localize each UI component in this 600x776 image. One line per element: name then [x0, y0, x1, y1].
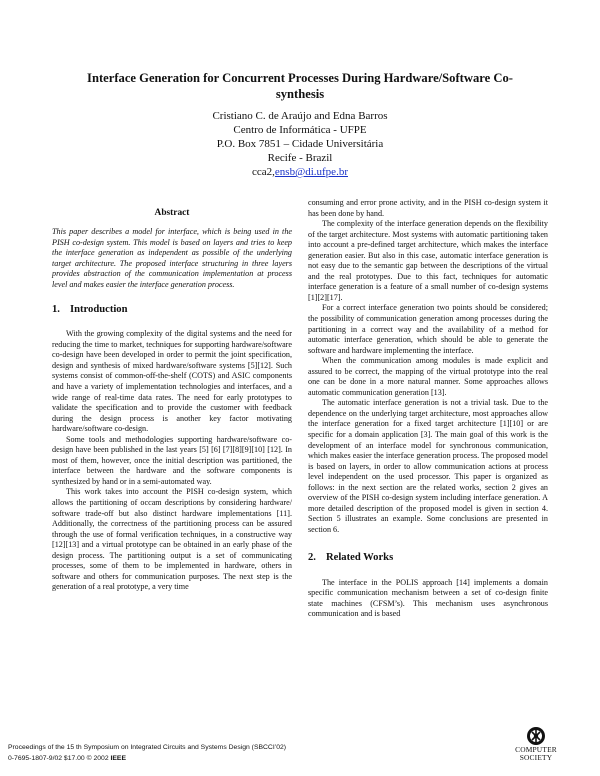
footer-line-2 [8, 753, 286, 764]
title-line-1: Interface Generation for Concurrent Processes During Hardware/Software Co- [87, 71, 513, 85]
intro-paragraph-1: With the growing complexity of the digital systems and the need for reducing the time to market, techniques for supporting hardware/software co-design have been developed in order to permit the joint specification, design and synthesis of mixed hardware/software systems [5][12]. Such systems consist of common-off-the-shelf (COTS) and ASIC components and have a variety of implementation technologies and interfaces, and a wide range of real-time data rates. The need for early prototypes to validate the specification and to provide the customer with feedback during the design process is another key factor motivating hardware/software co-design. [52, 329, 292, 434]
email-link[interactable]: ensb@di.ufpe.br [274, 166, 348, 178]
title-line-2: synthesis [275, 87, 325, 101]
related-paragraph-1: The interface in the POLIS approach [14] implements a domain specific communication mechanism between a set of co-design finite state machines (CFSM’s). This mechanism uses asynchronous communication and is based [308, 577, 548, 619]
intro-heading [52, 304, 292, 316]
footer-ieee: IEEE [110, 755, 127, 762]
related-heading [308, 552, 548, 564]
related-title: Related Works [326, 551, 394, 563]
intro-paragraph-6: For a correct interface generation two points should be considered; the possibility of communication generation among processes during the partitioning in a correct way and the availability of a method for automatic interface generation, which should be able to generate the software and hardware implementing the interface. [308, 303, 548, 355]
email-prefix: cca2, [252, 166, 275, 178]
computer-society-emblem-icon [526, 726, 546, 746]
author-address: P.O. Box 7851 – Cidade Universitária [216, 138, 384, 150]
intro-paragraph-7: When the communication among modules is made explicit and assured to be correct, the mapping of the virtual prototype into the real one can be done in a more natural manner. Some approaches allows automatic communication generation [13]. [308, 356, 548, 397]
author-city: Recife - Brazil [267, 152, 333, 164]
intro-paragraph-5: The complexity of the interface generation depends on the flexibility of the target architecture. Most systems with automatic partitioning taken into account a pre-defined target architecture, which makes the interface generation easier. But also in this case, automatic interface generation is not easy due to the semantic gap between the descriptions of the virtual and the real prototypes. Due to this fact, techniques for automatic interface generation is a feature of a small number of co-design systems [1][2][17]. [308, 219, 548, 302]
footer-isbn: 0-7695-1807-9/02 $17.00 © 2002 [8, 755, 111, 762]
logo-text-line-1: COMPUTER [515, 745, 557, 754]
logo-text-line-2: SOCIETY [519, 752, 553, 762]
author-affiliation: Centro de Informática - UFPE [233, 124, 367, 136]
author-email [150, 165, 450, 179]
intro-paragraph-3: This work takes into account the PISH co-design system, which allows the partitioning of occam descriptions by considering hardware/ software trade-off but also distinct hardware implementations [11]. Additionally, the correctness of the partitioning process can be assured through the use of formal verification techniques, in a constructive way [12][13] and a virtual prototype can be obtained in an early phase of the design process. The partitioning output is a set of communicating processes, some of them to be implemented in hardware, others in software and others for communication purposes. The next step is the generation of a real prototype, a very time [52, 487, 292, 592]
abstract-text: This paper describes a model for interface, which is being used in the PISH co-design system. This model is based on layers and tries to keep the interface generation as independent as possible of the underlying target architecture. The proposed interface structuring in three layers provides abstraction of the communication implementation at process level and makes easier the interface generation process. [52, 227, 292, 289]
paper-title [60, 70, 540, 102]
author-block [150, 109, 450, 179]
related-number: 2. [308, 551, 316, 563]
proceedings-footer [8, 742, 286, 764]
intro-number: 1. [52, 304, 60, 316]
right-column [308, 198, 548, 620]
intro-paragraph-8: The automatic interface generation is not a trivial task. Due to the dependence on the underlying target architecture, most approaches allow the interface generation for a fixed target architecture [1][10] or are specific for a domain application [3]. The main goal of this work is the development of an interface model for synchronous communication, which makes easier the interface generation process. The proposed model is based on layers, in order to allow communication actions at process level independent on the used processor. This paper is organized as follows: in the next section are the related works, section 2 gives an overview of the PISH co-design system including interface generation. A more detailed description of the proposed model is given in section 4. Section 5 illustrates an example. Some conclusions are presented in section 6. [308, 398, 548, 534]
left-column [52, 207, 292, 593]
footer-line-1: Proceedings of the 15 th Symposium on Integrated Circuits and Systems Design (SBCCI’02) [8, 744, 287, 751]
abstract-heading: Abstract [154, 208, 190, 218]
computer-society-logo [512, 726, 560, 770]
intro-paragraph-2: Some tools and methodologies supporting hardware/software co-design have been published in the last years [5] [6] [7][8][9][10] [12]. In most of them, however, once the initial description was partitioned, the interface between the hardware and the software components is synthesized by hand or in a semi-automated way. [52, 434, 292, 486]
intro-paragraph-4: consuming and error prone activity, and in the PISH co-design system it has been done by hand. [308, 198, 548, 218]
intro-title: Introduction [70, 304, 128, 316]
author-names: Cristiano C. de Araújo and Edna Barros [212, 110, 388, 122]
